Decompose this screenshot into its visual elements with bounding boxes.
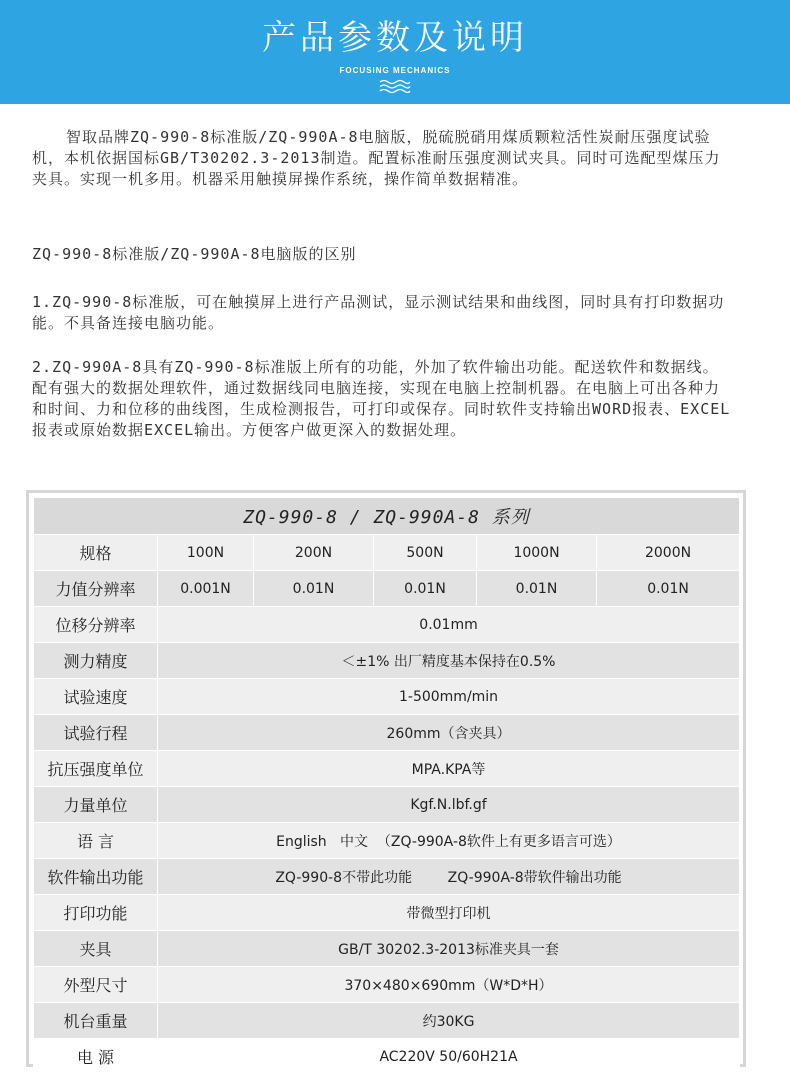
row-value: 260mm（含夹具） bbox=[158, 715, 740, 751]
table-row bbox=[34, 859, 740, 895]
row-value: English 中文 （ZQ-990A-8软件上有更多语言可选） bbox=[158, 823, 740, 859]
spec-cell: 100N bbox=[158, 535, 254, 571]
wave-icon bbox=[379, 78, 411, 94]
row-value: GB/T 30202.3-2013标准夹具一套 bbox=[158, 931, 740, 967]
spec-table bbox=[33, 497, 740, 1075]
resolution-cell: 0.001N bbox=[158, 571, 254, 607]
table-row bbox=[34, 1003, 740, 1039]
row-label: 机台重量 bbox=[34, 1003, 158, 1039]
table-title: ZQ-990-8 / ZQ-990A-8 系列 bbox=[34, 498, 740, 535]
table-row bbox=[34, 751, 740, 787]
row-label: 力量单位 bbox=[34, 787, 158, 823]
table-row bbox=[34, 715, 740, 751]
table-row bbox=[34, 931, 740, 967]
table-row-resolution bbox=[34, 571, 740, 607]
table-row bbox=[34, 967, 740, 1003]
table-row bbox=[34, 679, 740, 715]
row-value: ZQ-990-8不带此功能 ZQ-990A-8带软件输出功能 bbox=[158, 859, 740, 895]
banner-subtitle: FOCUSING MECHANICS bbox=[339, 66, 451, 75]
spec-cell: 500N bbox=[374, 535, 477, 571]
spec-cell: 2000N bbox=[597, 535, 740, 571]
row-value: 0.01mm bbox=[158, 607, 740, 643]
point-one-paragraph: 1.ZQ-990-8标准版，可在触摸屏上进行产品测试，显示测试结果和曲线图，同时具有打印数据功能。不具备连接电脑功能。 bbox=[32, 293, 725, 332]
row-label: 夹具 bbox=[34, 931, 158, 967]
spec-cell: 200N bbox=[254, 535, 374, 571]
table-row bbox=[34, 787, 740, 823]
point-two-paragraph: 2.ZQ-990A-8具有ZQ-990-8标准版上所有的功能，外加了软件输出功能。配送软件和数据线。配有强大的数据处理软件，通过数据线同电脑连接，实现在电脑上控制机器。在电脑上可出各种力和时间、力和位移的曲线图，生成检测报告，可打印或保存。同时软件支持输出WORD报表、EXCEL报表或原始数据EXCEL输出。方便客户做更深入的数据处理。 bbox=[32, 358, 731, 439]
intro-paragraph: 智取品牌ZQ-990-8标准版/ZQ-990A-8电脑版，脱硫脱硝用煤质颗粒活性炭耐压强度试验机，本机依据国标GB/T30202.3-2013制造。配置标准耐压强度测试夹具。同时可选配型煤压力夹具。实现一机多用。机器采用触摸屏操作系统，操作简单数据精准。 bbox=[32, 128, 721, 188]
row-label: 位移分辨率 bbox=[34, 607, 158, 643]
row-label: 语 言 bbox=[34, 823, 158, 859]
spec-cell: 1000N bbox=[477, 535, 597, 571]
row-value: 1-500mm/min bbox=[158, 679, 740, 715]
row-value: 约30KG bbox=[158, 1003, 740, 1039]
spec-table-frame bbox=[26, 490, 746, 1067]
row-label: 试验行程 bbox=[34, 715, 158, 751]
row-label: 规格 bbox=[34, 535, 158, 571]
row-value: MPA.KPA等 bbox=[158, 751, 740, 787]
header-banner bbox=[0, 0, 790, 104]
resolution-cell: 0.01N bbox=[477, 571, 597, 607]
row-label: 外型尺寸 bbox=[34, 967, 158, 1003]
row-value: AC220V 50/60H21A bbox=[158, 1039, 740, 1075]
table-row-spec bbox=[34, 535, 740, 571]
resolution-cell: 0.01N bbox=[374, 571, 477, 607]
row-label: 抗压强度单位 bbox=[34, 751, 158, 787]
row-label: 力值分辨率 bbox=[34, 571, 158, 607]
row-label: 软件输出功能 bbox=[34, 859, 158, 895]
table-row bbox=[34, 1039, 740, 1075]
table-row bbox=[34, 607, 740, 643]
table-row bbox=[34, 823, 740, 859]
row-label: 测力精度 bbox=[34, 643, 158, 679]
row-label: 电 源 bbox=[34, 1039, 158, 1075]
table-row bbox=[34, 643, 740, 679]
row-value: 带微型打印机 bbox=[158, 895, 740, 931]
table-title-row bbox=[34, 498, 740, 535]
row-value: ＜±1% 出厂精度基本保持在0.5% bbox=[158, 643, 740, 679]
row-label: 试验速度 bbox=[34, 679, 158, 715]
row-value: 370×480×690mm（W*D*H） bbox=[158, 967, 740, 1003]
page-title: 产品参数及说明 bbox=[262, 18, 528, 58]
row-value: Kgf.N.lbf.gf bbox=[158, 787, 740, 823]
difference-heading: ZQ-990-8标准版/ZQ-990A-8电脑版的区别 bbox=[32, 245, 357, 263]
resolution-cell: 0.01N bbox=[254, 571, 374, 607]
row-label: 打印功能 bbox=[34, 895, 158, 931]
resolution-cell: 0.01N bbox=[597, 571, 740, 607]
table-row bbox=[34, 895, 740, 931]
